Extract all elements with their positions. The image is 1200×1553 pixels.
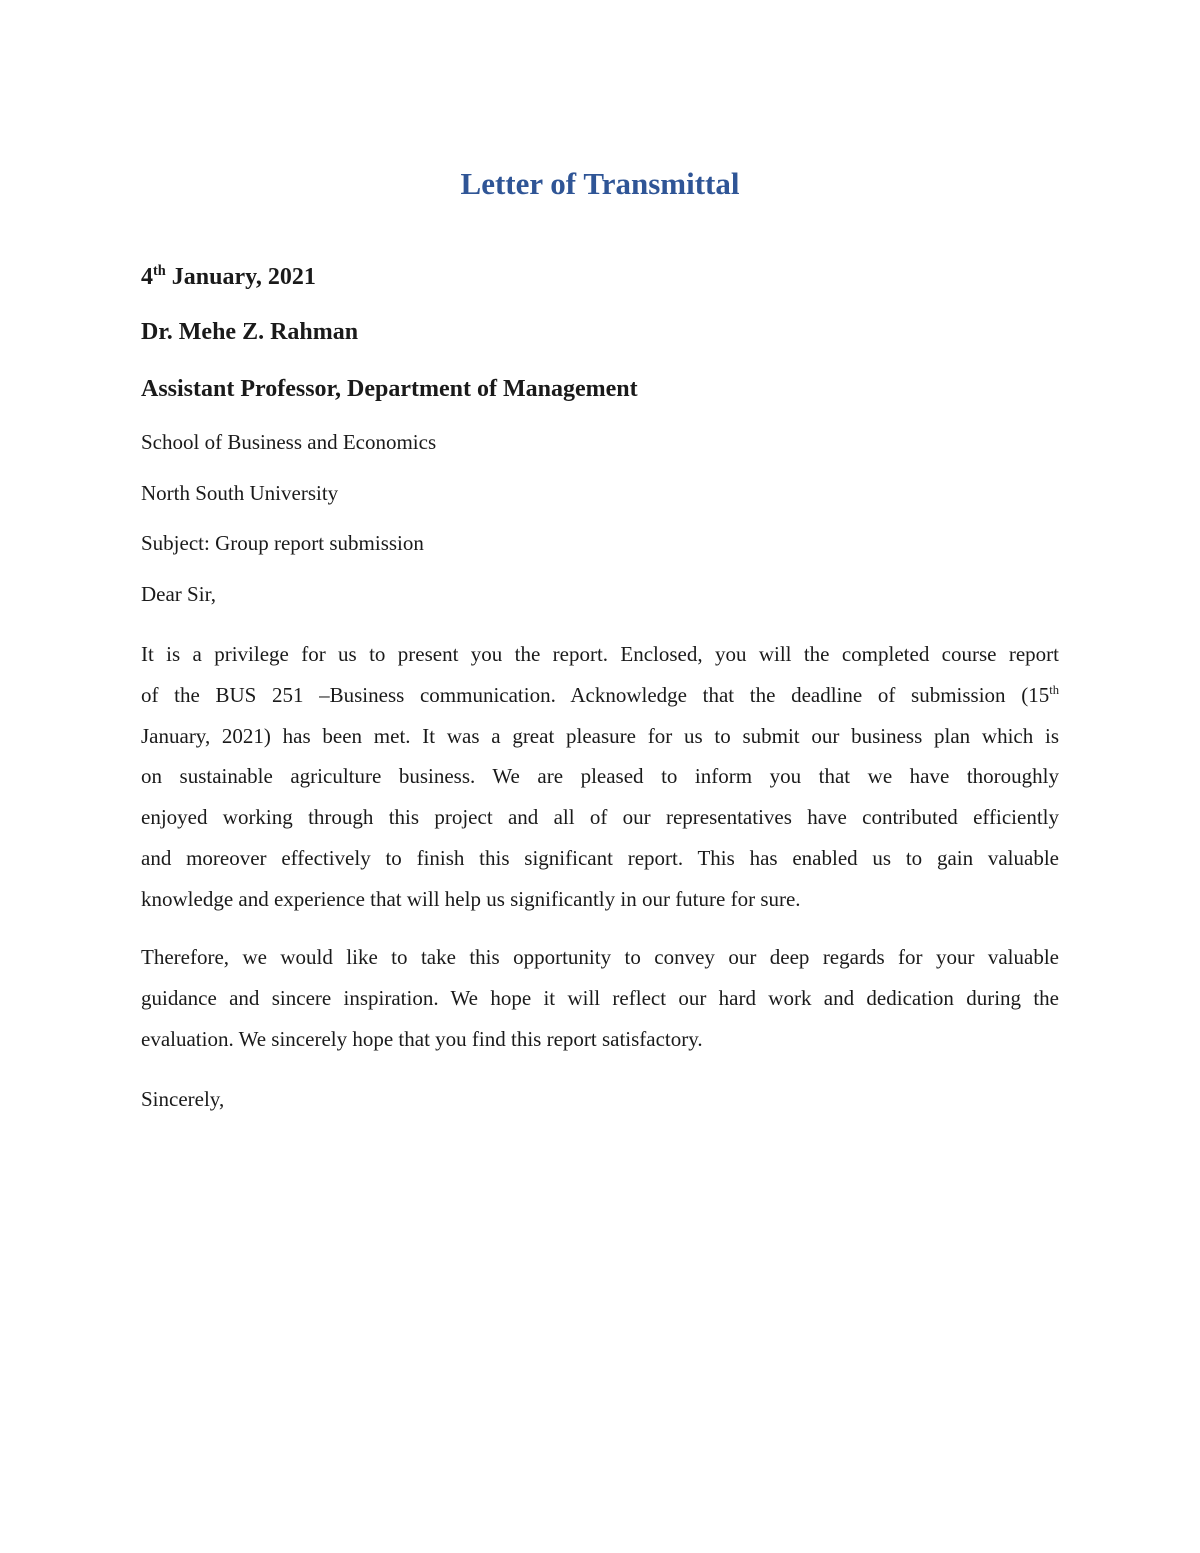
subject-line: Subject: Group report submission bbox=[141, 531, 424, 555]
body-paragraph-1 bbox=[141, 634, 1059, 920]
paragraph-1-line: January, 2021) has been met. It was a great pleasure for us to submit our business plan which is bbox=[141, 723, 1059, 748]
letter-date bbox=[141, 262, 1061, 292]
recipient-name: Dr. Mehe Z. Rahman bbox=[141, 319, 359, 345]
paragraph-1-line: It is a privilege for us to present you the report. Enclosed, you will the completed course report bbox=[141, 642, 1059, 666]
salutation: Dear Sir, bbox=[141, 582, 216, 606]
date-suffix: th bbox=[153, 263, 166, 279]
deadline-suffix: th bbox=[1049, 682, 1059, 697]
paragraph-2-line: Therefore, we would like to take this opportunity to convey our deep regards for your valuable bbox=[141, 945, 1059, 969]
recipient-title: Assistant Professor, Department of Management bbox=[141, 376, 638, 402]
deadline-text: of the BUS 251 –Business communication. Acknowledge that the deadline of submission (15 bbox=[141, 682, 1050, 707]
closing: Sincerely, bbox=[141, 1087, 225, 1111]
university-name: North South University bbox=[141, 481, 339, 505]
paragraph-2-line: evaluation. We sincerely hope that you find this report satisfactory. bbox=[141, 1026, 703, 1051]
paragraph-1-line: enjoyed working through this project and all of our representatives have contributed efficiently bbox=[141, 805, 1059, 830]
date-rest: January, 2021 bbox=[165, 264, 316, 290]
paragraph-1-line: knowledge and experience that will help us significantly in our future for sure. bbox=[141, 886, 801, 911]
letter-title: Letter of Transmittal bbox=[460, 166, 740, 201]
body-paragraph-2 bbox=[141, 937, 1059, 1059]
paragraph-1-line bbox=[141, 675, 1059, 716]
paragraph-2-line: guidance and sincere inspiration. We hope it will reflect our hard work and dedication during the bbox=[141, 985, 1059, 1010]
date-day: 4 bbox=[141, 264, 153, 290]
paragraph-1-line: on sustainable agriculture business. We are pleased to inform you that we have thoroughly bbox=[141, 764, 1059, 789]
paragraph-1-line: and moreover effectively to finish this significant report. This has enabled us to gain valuable bbox=[141, 845, 1059, 870]
school-name: School of Business and Economics bbox=[141, 430, 437, 454]
